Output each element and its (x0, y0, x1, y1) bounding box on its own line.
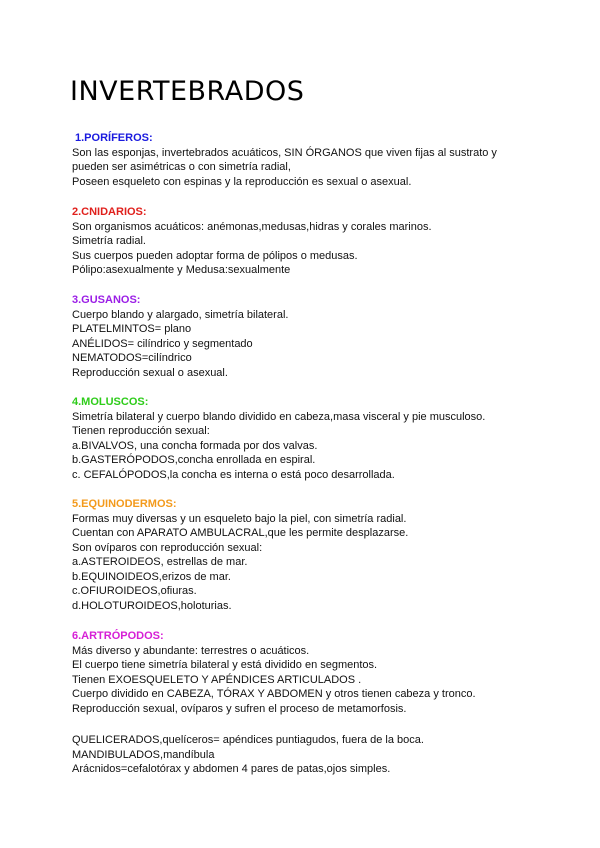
text-line: Cuentan con APARATO AMBULACRAL,que les permite desplazarse. (72, 527, 409, 539)
section-artropodos (72, 629, 572, 716)
text-line: QUELICERADOS,quelíceros= apéndices puntiagudos, fuera de la boca. (72, 734, 424, 746)
text-line: Son organismos acuáticos: anémonas,medusas,hidras y corales marinos. (72, 220, 432, 233)
text-line: d.HOLOTUROIDEOS,holoturias. (72, 599, 232, 612)
text-line: pueden ser asimétricas o con simetría radial, (72, 161, 291, 173)
section-heading: 4.MOLUSCOS: (72, 396, 149, 408)
section-moluscos (72, 395, 572, 482)
text-line: c. CEFALÓPODOS,la concha es interna o está poco desarrollada. (72, 468, 395, 481)
text-line: Reproducción sexual, ovíparos y sufren el proceso de metamorfosis. (72, 702, 407, 715)
text-line: Poseen esqueleto con espinas y la reproducción es sexual o asexual. (72, 175, 412, 188)
text-line: Tienen reproducción sexual: (72, 425, 210, 437)
section-equinodermos (72, 497, 572, 613)
section-heading: 2.CNIDARIOS: (72, 206, 147, 218)
text-line: Arácnidos=cefalotórax y abdomen 4 pares de patas,ojos simples. (72, 763, 391, 775)
text-line: El cuerpo tiene simetría bilateral y está dividido en segmentos. (72, 659, 378, 671)
section-poriferos (72, 131, 572, 189)
text-line: Más diverso y abundante: terrestres o acuáticos. (72, 644, 310, 657)
text-line: Simetría bilateral y cuerpo blando dividido en cabeza,masa visceral y pie musculoso. (72, 410, 486, 423)
text-line: a.BIVALVOS, una concha formada por dos valvas. (72, 439, 318, 452)
section-gusanos (72, 293, 572, 380)
section-heading: 5.EQUINODERMOS: (72, 498, 177, 510)
text-line: ANÉLIDOS= cilíndrico y segmentado (72, 337, 253, 350)
section-heading: 3.GUSANOS: (72, 294, 141, 306)
text-line: Cuerpo blando y alargado, simetría bilateral. (72, 308, 289, 321)
text-line: Sus cuerpos pueden adoptar forma de pólipos o medusas. (72, 249, 358, 262)
page-title: INVERTEBRADOS (70, 76, 305, 107)
section-cnidarios (72, 205, 572, 278)
text-line: MANDIBULADOS,mandíbula (72, 748, 215, 761)
text-line: PLATELMINTOS= plano (72, 323, 192, 335)
artropodos-subgroups (72, 733, 424, 777)
text-line: Tienen EXOESQUELETO Y APÉNDICES ARTICULADOS . (72, 673, 362, 686)
section-heading: 1.PORÍFEROS: (75, 132, 153, 144)
text-line: a.ASTEROIDEOS, estrellas de mar. (72, 556, 248, 568)
text-line: Son ovíparos con reproducción sexual: (72, 541, 263, 554)
text-line: Son las esponjas, invertebrados acuáticos, SIN ÓRGANOS que viven fijas al sustrato y (72, 146, 497, 159)
text-line: c.OFIUROIDEOS,ofiuras. (72, 585, 197, 597)
text-line: b.GASTERÓPODOS,concha enrollada en espiral. (72, 454, 316, 466)
text-line: NEMATODOS=cilíndrico (72, 352, 192, 364)
text-line: Reproducción sexual o asexual. (72, 366, 228, 379)
section-heading: 6.ARTRÓPODOS: (72, 630, 164, 642)
text-line: Cuerpo dividido en CABEZA, TÓRAX Y ABDOMEN y otros tienen cabeza y tronco. (72, 688, 476, 700)
text-line: Formas muy diversas y un esqueleto bajo la piel, con simetría radial. (72, 512, 407, 525)
text-line: Pólipo:asexualmente y Medusa:sexualmente (72, 264, 291, 276)
text-line: Simetría radial. (72, 235, 146, 247)
text-line: b.EQUINOIDEOS,erizos de mar. (72, 570, 231, 583)
